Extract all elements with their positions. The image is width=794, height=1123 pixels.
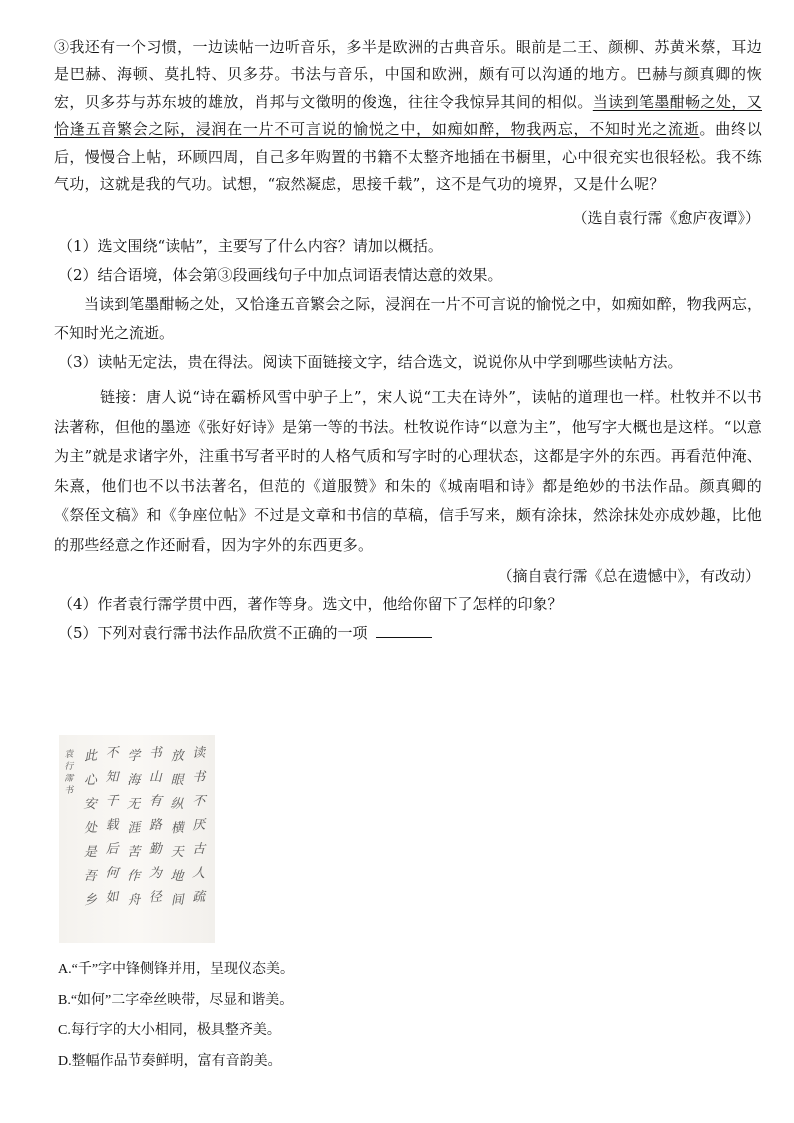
calligraphy-character: 眼: [170, 773, 184, 788]
calligraphy-character: 处: [83, 820, 98, 837]
calligraphy-character: 书: [64, 785, 74, 797]
link-passage: 链接：唐人说“诗在霸桥风雪中驴子上”，宋人说“工夫在诗外”，读帖的道理也一样。杜牧并不以书法著称，但他的墨迹《张好好诗》是第一等的书法。杜牧说作诗“以意为主”，他写字大概也是这样。“以意为主”就是求诸字外，注重书写者平时的人格气质和写字时的心理状态，这都是字外的东西。再看范仲淹、朱熹，他们也不以书法著名，但范的《道服赞》和朱的《城南唱和诗》都是绝妙的书法作品。颜真卿的《祭侄文稿》和《争座位帖》不过是文章和书信的草稿，信手写来，颇有涂抹，然涂抹处亦成妙趣，比他的那些经意之作还耐看，因为字外的东西更多。: [54, 388, 762, 554]
calligraphy-character: 后: [105, 842, 119, 857]
question-5: [58, 619, 762, 648]
calligraphy-character: 有: [148, 793, 163, 810]
calligraphy-character: 海: [127, 773, 141, 788]
paragraph-3: [54, 34, 762, 198]
calligraphy-character: 心: [83, 773, 97, 788]
calligraphy-column: [126, 748, 142, 908]
calligraphy-character: 如: [105, 889, 120, 906]
calligraphy-character: 何: [105, 865, 120, 882]
calligraphy-character: 横: [170, 820, 185, 837]
calligraphy-character: 知: [105, 770, 119, 785]
calligraphy-character: 霈: [63, 773, 74, 785]
calligraphy-character: 山: [148, 770, 162, 785]
calligraphy-character: 读: [191, 745, 206, 762]
calligraphy-character: 作: [126, 868, 141, 885]
calligraphy-character: 路: [148, 817, 163, 834]
calligraphy-character: 地: [169, 868, 184, 885]
calligraphy-character: 千: [105, 793, 120, 810]
option-a[interactable]: A.“千”字中锋侧锋并用，呈现仪态美。: [58, 962, 295, 977]
paragraph-3-intro: ③我还有一个习惯，一边读帖一边听音乐，多半是欧洲的古典音乐。眼前是二王、颜柳、苏黄米蔡，耳边是巴赫、海顿、莫扎特、贝多芬。书法与音乐，中国和欧洲，颇有可以沟通的地方。巴赫与颜真卿的恢宏，贝多芬与苏东坡的雄放，肖邦与文徵明的俊逸，往往令我惊异其间的相似。: [54, 38, 762, 111]
calligraphy-column: [148, 745, 165, 905]
calligraphy-character: 是: [83, 845, 97, 860]
calligraphy-character: 学: [126, 748, 142, 765]
calligraphy-character: 间: [170, 892, 185, 909]
calligraphy-character: 吾: [83, 868, 98, 885]
calligraphy-character: 袁: [64, 749, 74, 761]
calligraphy-character: 涯: [126, 820, 142, 837]
calligraphy-character: 天: [170, 845, 184, 860]
calligraphy-column: [170, 748, 186, 908]
calligraphy-character: 无: [126, 796, 141, 813]
calligraphy-character: 不: [105, 745, 120, 762]
calligraphy-image: [59, 735, 215, 943]
calligraphy-character: 书: [148, 745, 163, 762]
calligraphy-character: 行: [64, 762, 74, 772]
calligraphy-column: [192, 745, 209, 905]
calligraphy-character: 径: [148, 889, 163, 906]
underlined-sentence: 当读到笔墨酣畅之处，又恰逢五音繁会之际，浸润在一片不可言说的愉悦之中，如痴如醉，物我两忘，不知时光之流逝: [54, 92, 762, 139]
option-c[interactable]: C.每行字的大小相同，极具整齐美。: [58, 1023, 281, 1038]
calligraphy-character: 安: [83, 796, 98, 813]
question-1: （1）选文围绕“读帖”，主要写了什么内容？请加以概括。: [58, 237, 443, 256]
passage-block: [54, 34, 762, 648]
calligraphy-character: 舟: [126, 892, 142, 909]
calligraphy-character: 厌: [191, 817, 206, 834]
answer-options: [58, 955, 758, 1077]
calligraphy-column: [64, 749, 76, 797]
question-4: （4）作者袁行霈学贯中西，著作等身。选文中，他给你留下了怎样的印象？: [58, 595, 563, 614]
passage-source: （选自袁行霈《愈庐夜谭》）: [572, 209, 760, 228]
answer-blank[interactable]: [376, 623, 432, 638]
link-source: （摘自袁行霈《总在遗憾中》，有改动）: [497, 567, 760, 586]
calligraphy-character: 古: [192, 842, 206, 857]
option-d[interactable]: D.整幅作品节奏鲜明，富有音韵美。: [58, 1053, 282, 1069]
calligraphy-character: 疏: [191, 889, 206, 906]
calligraphy-character: 纵: [169, 796, 184, 813]
calligraphy-character: 此: [83, 748, 98, 765]
calligraphy-character: 勤: [148, 842, 162, 857]
calligraphy-column: [83, 748, 99, 908]
calligraphy-character: 书: [192, 770, 206, 785]
calligraphy-character: 苦: [127, 845, 141, 860]
option-b[interactable]: B.“如何”二字牵丝映带，尽显和谐美。: [58, 992, 294, 1008]
paragraph-3-end: 。曲终以后，慢慢合上帖，环顾四周，自己多年购置的书籍不太整齐地插在书橱里，心中很充实也很轻松。我不练气功，这就是我的气功。试想，“寂然凝虑，思接千载”，这不是气功的境界，又是什么呢？: [54, 120, 762, 194]
calligraphy-character: 放: [170, 748, 185, 765]
question-2-quote: 当读到笔墨酣畅之处，又恰逢五音繁会之际，浸润在一片不可言说的愉悦之中，如痴如醉，物我两忘，不知时光之流逝。: [54, 295, 762, 343]
calligraphy-character: 载: [105, 817, 120, 834]
calligraphy-character: 不: [191, 793, 206, 810]
calligraphy-character: 乡: [83, 892, 98, 909]
calligraphy-character: 为: [148, 865, 163, 882]
calligraphy-column: [105, 745, 121, 905]
question-3: （3）读帖无定法，贵在得法。阅读下面链接文字，结合选文，说说你从中学到哪些读帖方法。: [58, 353, 683, 372]
question-2: （2）结合语境，体会第③段画线句子中加点词语表情达意的效果。: [58, 266, 503, 285]
calligraphy-drawing: [59, 735, 215, 943]
question-5-text: （5）下列对袁行霈书法作品欣赏不正确的一项: [58, 624, 368, 643]
calligraphy-character: 人: [191, 865, 206, 882]
